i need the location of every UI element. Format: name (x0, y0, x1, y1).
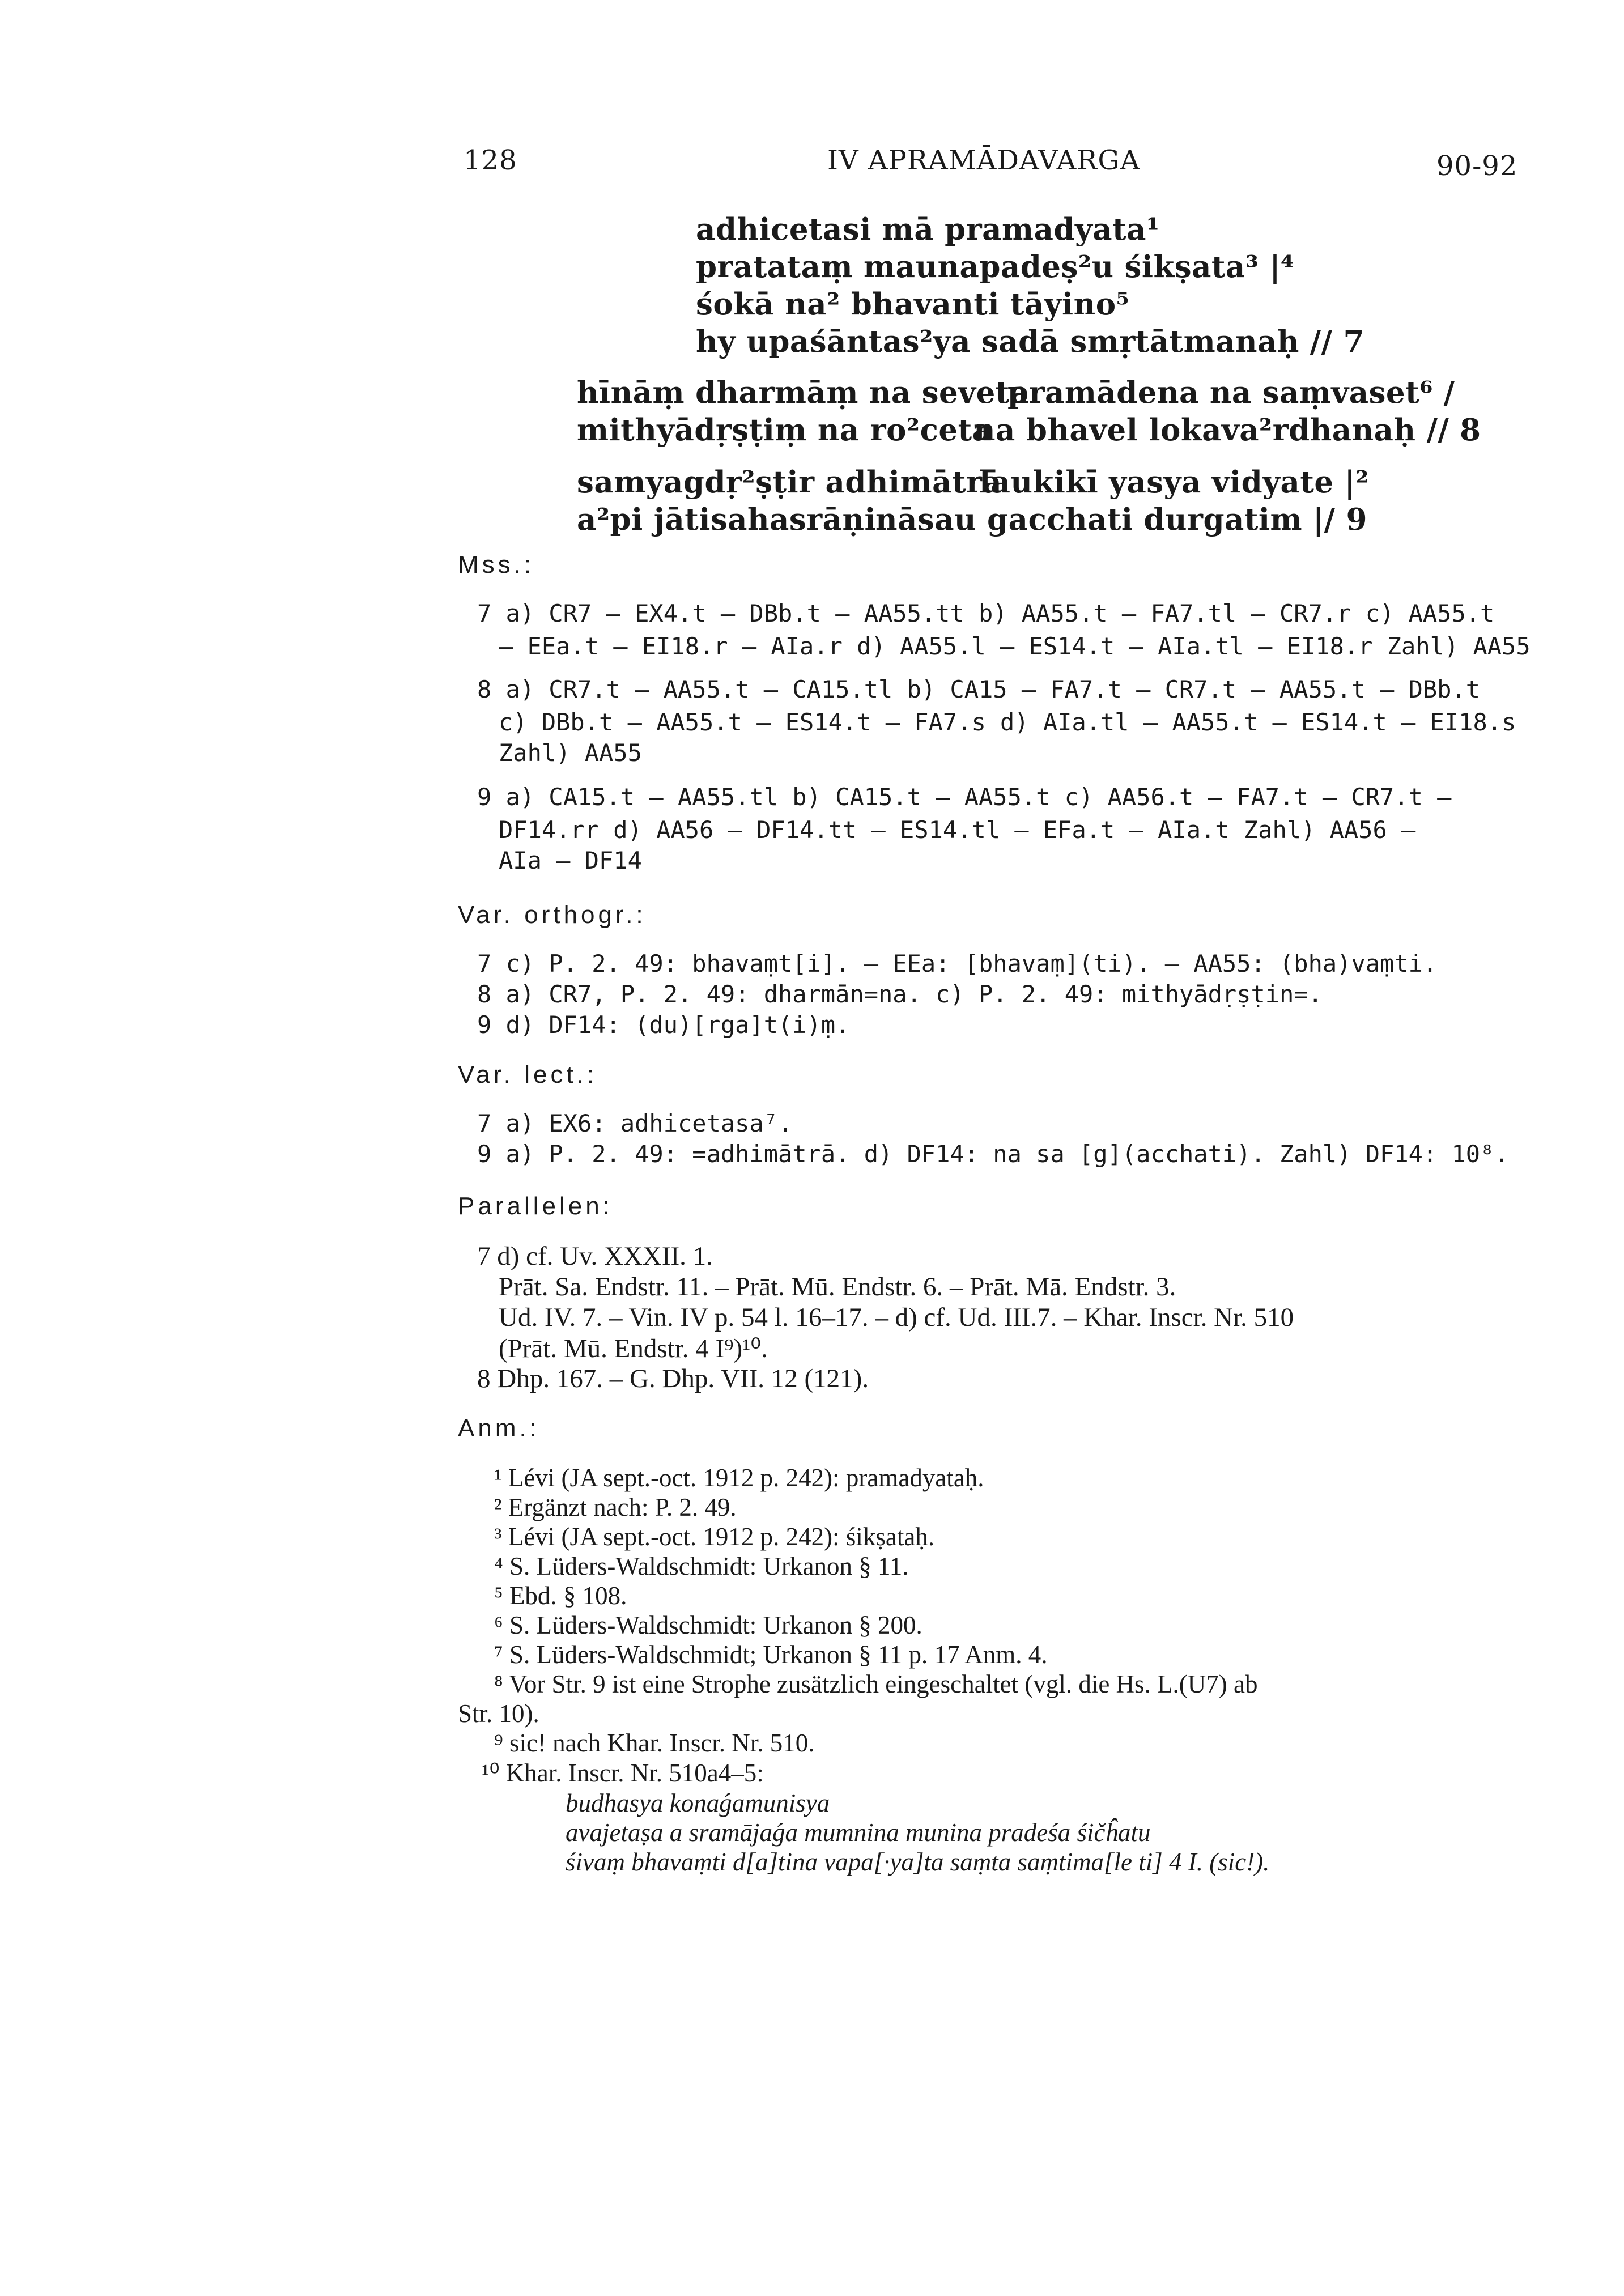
mss-line: – EEa.t – EI18.r – AIa.r d) AA55.l – ES14.t – AIa.tl – EI18.r Zahl) AA55 (499, 632, 1531, 660)
section-title-parallelen: Parallelen: (458, 1192, 613, 1220)
footnote: ⁸ Vor Str. 9 ist eine Strophe zusätzlich eingeschaltet (vgl. die Hs. L.(U7) ab (494, 1670, 1258, 1698)
var-lect-line: 7 a) EX6: adhicetasa⁷. (477, 1109, 793, 1137)
verse-pada-b: laukikī yasya vidyate |² (979, 465, 1370, 500)
verse-pada-b: na bhavel lokava²rdhanaḥ // 8 (973, 413, 1481, 448)
verse-pada-a: mithyādṛṣṭiṃ na ro²ceta (577, 413, 992, 448)
footnote: ⁴ S. Lüders-Waldschmidt: Urkanon § 11. (494, 1552, 909, 1580)
footnote: ² Ergänzt nach: P. 2. 49. (494, 1493, 737, 1521)
var-orthogr-line: 8 a) CR7, P. 2. 49: dharmān=na. c) P. 2. 49: mithyādṛṣṭin=. (477, 980, 1323, 1008)
verse-pada-a: samyagdṛ²ṣṭir adhimātrā (577, 465, 1002, 500)
mss-line: c) DBb.t – AA55.t – ES14.t – FA7.s d) AIa.tl – AA55.t – ES14.t – EI18.s (499, 708, 1516, 736)
verse-line: śokā na² bhavanti tāyino⁵ (696, 287, 1130, 322)
section-title-var-orthogr: Var. orthogr.: (458, 901, 647, 929)
parallelen-line: Prāt. Sa. Endstr. 11. – Prāt. Mū. Endstr. 6. – Prāt. Mā. Endstr. 3. (499, 1272, 1176, 1302)
footnote: ⁵ Ebd. § 108. (494, 1581, 627, 1610)
parallelen-line: 8 Dhp. 167. – G. Dhp. VII. 12 (121). (477, 1364, 869, 1393)
chapter-title: IV APRAMĀDAVARGA (827, 144, 1141, 176)
section-title-var-lect: Var. lect.: (458, 1061, 598, 1089)
quote-line: avajetaṣa a sramājaǵa mumnina munina pradeśa śičĥatu (566, 1818, 1151, 1847)
verse-range: 90-92 (1436, 150, 1518, 182)
quote-line: śivaṃ bhavaṃti d[a]tina vapa[·ya]ta saṃta saṃtima[le ti] 4 I. (sic!). (566, 1848, 1270, 1876)
verse-line: hy upaśāntas²ya sadā smṛtātmanaḥ // 7 (696, 324, 1364, 359)
mss-line: AIa – DF14 (499, 847, 642, 874)
verse-pada-b: pramādena na saṃvaset⁶ / (1007, 375, 1455, 410)
verse-pada-b: nāsau gacchati durgatim |/ 9 (875, 502, 1367, 537)
parallelen-line: (Prāt. Mū. Endstr. 4 I⁹)¹⁰. (499, 1334, 768, 1363)
footnote: ⁹ sic! nach Khar. Inscr. Nr. 510. (494, 1729, 815, 1757)
footnote: ³ Lévi (JA sept.-oct. 1912 p. 242): śikṣataḥ. (494, 1523, 935, 1551)
page-number: 128 (464, 144, 517, 176)
mss-line: 8 a) CR7.t – AA55.t – CA15.tl b) CA15 – FA7.t – CR7.t – AA55.t – DBb.t (477, 675, 1481, 703)
verse-line: adhicetasi mā pramadyata¹ (696, 212, 1160, 247)
mss-line: 9 a) CA15.t – AA55.tl b) CA15.t – AA55.t c) AA56.t – FA7.t – CR7.t – (477, 783, 1452, 811)
mss-line: Zahl) AA55 (499, 739, 642, 767)
footnote: ⁶ S. Lüders-Waldschmidt: Urkanon § 200. (494, 1611, 922, 1639)
mss-line: 7 a) CR7 – EX4.t – DBb.t – AA55.tt b) AA55.t – FA7.tl – CR7.r c) AA55.t (477, 599, 1495, 627)
section-title-anm: Anm.: (458, 1414, 540, 1442)
verse-pada-a: hīnāṃ dharmāṃ na seveta (577, 375, 1030, 410)
mss-line: DF14.rr d) AA56 – DF14.tt – ES14.tl – EFa.t – AIa.t Zahl) AA56 – (499, 816, 1416, 844)
verse-pada-a: a²pi jātisahasrāṇi (577, 502, 877, 537)
var-lect-line: 9 a) P. 2. 49: =adhimātrā. d) DF14: na sa [g](acchati). Zahl) DF14: 10⁸. (477, 1140, 1509, 1168)
quote-line: budhasya konaǵamunisya (566, 1789, 830, 1817)
section-title-mss: Mss.: (458, 551, 535, 579)
var-orthogr-line: 9 d) DF14: (du)[rga]t(i)ṃ. (477, 1011, 850, 1039)
footnote: ¹⁰ Khar. Inscr. Nr. 510a4–5: (482, 1759, 764, 1787)
footnote: ¹ Lévi (JA sept.-oct. 1912 p. 242): pramadyataḥ. (494, 1464, 984, 1492)
verse-line: pratataṃ maunapadeṣ²u śikṣata³ |⁴ (696, 249, 1294, 284)
parallelen-line: Ud. IV. 7. – Vin. IV p. 54 l. 16–17. – d) cf. Ud. III.7. – Khar. Inscr. Nr. 510 (499, 1303, 1294, 1332)
footnote: ⁷ S. Lüders-Waldschmidt; Urkanon § 11 p. 17 Anm. 4. (494, 1640, 1048, 1669)
footnote-continuation: Str. 10). (458, 1699, 539, 1728)
parallelen-line: 7 d) cf. Uv. XXXII. 1. (477, 1241, 713, 1271)
var-orthogr-line: 7 c) P. 2. 49: bhavaṃt[i]. – EEa: [bhavaṃ](ti). – AA55: (bha)vaṃti. (477, 950, 1438, 977)
